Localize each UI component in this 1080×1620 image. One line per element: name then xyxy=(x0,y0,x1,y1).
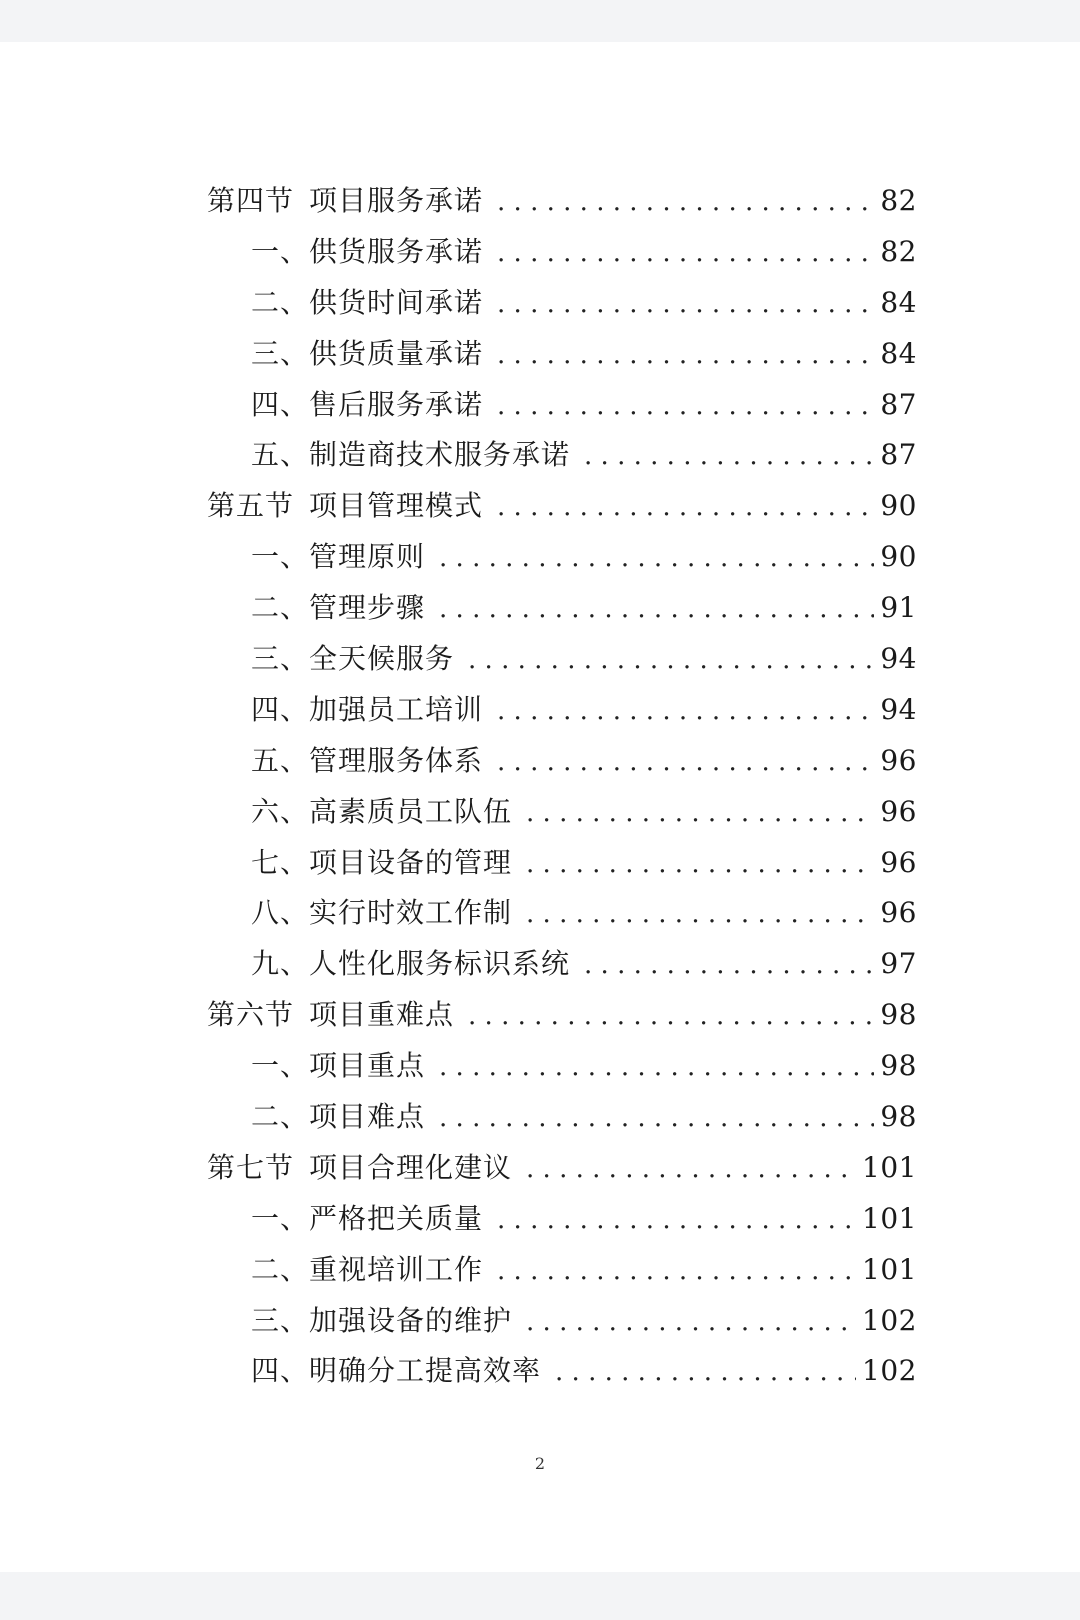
toc-entry-page-number: 96 xyxy=(880,896,917,930)
toc-dot-leader xyxy=(584,436,874,476)
toc-dot-leader xyxy=(497,742,874,782)
toc-subsection-entry xyxy=(207,690,917,741)
toc-entry-page-number: 94 xyxy=(880,642,917,676)
toc-entry-label xyxy=(251,1199,483,1239)
toc-entry-label xyxy=(251,385,483,425)
toc-entry-number: 二、 xyxy=(251,1252,310,1286)
toc-entry-number: 二、 xyxy=(251,1100,310,1134)
toc-entry-page-number: 96 xyxy=(880,743,917,777)
toc-entry-number: 三、 xyxy=(251,642,310,676)
toc-dot-leader xyxy=(497,1200,856,1240)
toc-entry-number: 五、 xyxy=(251,743,310,777)
toc-entry-page-number: 96 xyxy=(880,845,917,879)
toc-entry-number: 八、 xyxy=(251,896,310,930)
toc-entry-label xyxy=(251,232,483,272)
toc-entry-page-number: 97 xyxy=(880,947,917,981)
toc-dot-leader xyxy=(439,1098,874,1138)
toc-subsection-entry xyxy=(207,944,917,995)
toc-entry-label xyxy=(251,435,570,475)
toc-entry-title: 供货服务承诺 xyxy=(309,234,484,268)
toc-entry-page-number: 98 xyxy=(880,1100,917,1134)
toc-subsection-entry xyxy=(207,843,917,894)
toc-entry-label xyxy=(251,944,570,984)
toc-dot-leader xyxy=(497,386,874,426)
toc-entry-page-number: 94 xyxy=(880,692,917,726)
toc-dot-leader xyxy=(497,1251,856,1291)
toc-subsection-entry xyxy=(207,232,917,283)
toc-section-entry xyxy=(207,995,917,1046)
toc-entry-title: 项目难点 xyxy=(309,1100,426,1134)
toc-entry-title: 管理服务体系 xyxy=(309,743,484,777)
toc-entry-number: 二、 xyxy=(251,285,310,319)
toc-dot-leader xyxy=(584,945,874,985)
toc-dot-leader xyxy=(526,793,874,833)
toc-entry-title: 管理步骤 xyxy=(309,591,426,625)
toc-entry-label xyxy=(251,893,512,933)
toc-subsection-entry xyxy=(207,435,917,486)
toc-entry-title: 项目重难点 xyxy=(309,998,455,1032)
toc-entry-page-number: 102 xyxy=(862,1354,917,1388)
toc-entry-page-number: 98 xyxy=(880,1049,917,1083)
toc-entry-label xyxy=(251,1250,483,1290)
toc-entry-title: 供货质量承诺 xyxy=(309,336,484,370)
toc-entry-title: 高素质员工队伍 xyxy=(309,794,513,828)
toc-entry-title: 人性化服务标识系统 xyxy=(309,947,571,981)
toc-subsection-entry xyxy=(207,537,917,588)
toc-entry-number: 一、 xyxy=(251,234,310,268)
toc-entry-number: 四、 xyxy=(251,387,310,421)
toc-entry-page-number: 82 xyxy=(880,234,917,268)
toc-entry-number: 四、 xyxy=(251,1354,310,1388)
toc-entry-number: 四、 xyxy=(251,692,310,726)
toc-entry-title: 实行时效工作制 xyxy=(309,896,513,930)
toc-subsection-entry xyxy=(207,1046,917,1097)
toc-dot-leader xyxy=(439,1047,874,1087)
toc-entry-label xyxy=(251,792,512,832)
page-number: 2 xyxy=(534,1454,546,1473)
toc-entry-page-number: 87 xyxy=(880,438,917,472)
toc-subsection-entry xyxy=(207,588,917,639)
toc-entry-label xyxy=(207,486,483,526)
toc-dot-leader xyxy=(497,691,874,731)
toc-entry-title: 供货时间承诺 xyxy=(309,285,484,319)
toc-entry-number: 六、 xyxy=(251,794,310,828)
toc-dot-leader xyxy=(468,640,874,680)
toc-entry-number: 九、 xyxy=(251,947,310,981)
toc-subsection-entry xyxy=(207,334,917,385)
toc-subsection-entry xyxy=(207,283,917,334)
toc-entry-label xyxy=(251,1301,512,1341)
toc-entry-number: 一、 xyxy=(251,540,310,574)
table-of-contents xyxy=(207,181,917,1402)
toc-entry-page-number: 90 xyxy=(880,540,917,574)
top-background-strip xyxy=(0,0,1080,42)
toc-entry-label xyxy=(251,843,512,883)
bottom-background-strip xyxy=(0,1572,1080,1620)
toc-subsection-entry xyxy=(207,1250,917,1301)
toc-entry-label xyxy=(251,1097,425,1137)
toc-subsection-entry xyxy=(207,893,917,944)
toc-entry-title: 明确分工提高效率 xyxy=(309,1354,542,1388)
toc-entry-number: 第七节 xyxy=(207,1150,295,1184)
toc-entry-label xyxy=(251,588,425,628)
toc-entry-title: 加强设备的维护 xyxy=(309,1303,513,1337)
toc-entry-title: 严格把关质量 xyxy=(309,1201,484,1235)
toc-entry-title: 制造商技术服务承诺 xyxy=(309,438,571,472)
toc-entry-label xyxy=(251,1351,541,1391)
toc-entry-number: 一、 xyxy=(251,1049,310,1083)
toc-entry-label xyxy=(251,537,425,577)
toc-subsection-entry xyxy=(207,1199,917,1250)
toc-dot-leader xyxy=(526,1302,856,1342)
toc-subsection-entry xyxy=(207,385,917,436)
toc-entry-page-number: 98 xyxy=(880,998,917,1032)
toc-dot-leader xyxy=(526,1149,856,1189)
toc-entry-label xyxy=(251,741,483,781)
toc-entry-number: 第六节 xyxy=(207,998,295,1032)
toc-entry-page-number: 96 xyxy=(880,794,917,828)
toc-entry-label xyxy=(251,690,483,730)
toc-entry-page-number: 82 xyxy=(880,184,917,217)
toc-entry-title: 管理原则 xyxy=(309,540,426,574)
toc-entry-page-number: 101 xyxy=(862,1252,917,1286)
toc-dot-leader xyxy=(555,1352,856,1392)
toc-entry-title: 全天候服务 xyxy=(309,642,455,676)
toc-entry-title: 重视培训工作 xyxy=(309,1252,484,1286)
toc-entry-label xyxy=(251,334,483,374)
toc-entry-label xyxy=(207,1148,512,1188)
toc-dot-leader xyxy=(468,996,874,1036)
toc-subsection-entry xyxy=(207,1301,917,1352)
toc-dot-leader xyxy=(497,233,874,273)
toc-entry-label xyxy=(251,639,454,679)
toc-entry-page-number: 90 xyxy=(880,489,917,523)
toc-entry-label xyxy=(207,181,483,221)
toc-entry-title: 售后服务承诺 xyxy=(309,387,484,421)
toc-entry-title: 项目设备的管理 xyxy=(309,845,513,879)
toc-dot-leader xyxy=(497,284,874,324)
toc-entry-page-number: 101 xyxy=(862,1201,917,1235)
toc-dot-leader xyxy=(439,538,874,578)
toc-entry-number: 第四节 xyxy=(207,184,295,217)
toc-entry-number: 一、 xyxy=(251,1201,310,1235)
toc-entry-label xyxy=(251,1046,425,1086)
toc-entry-title: 项目合理化建议 xyxy=(309,1150,513,1184)
toc-entry-label xyxy=(251,283,483,323)
toc-entry-number: 二、 xyxy=(251,591,310,625)
toc-entry-page-number: 102 xyxy=(862,1303,917,1337)
toc-dot-leader xyxy=(497,487,874,527)
toc-subsection-entry xyxy=(207,792,917,843)
toc-section-entry xyxy=(207,181,917,232)
toc-dot-leader xyxy=(497,182,874,222)
toc-subsection-entry xyxy=(207,741,917,792)
toc-entry-number: 五、 xyxy=(251,438,310,472)
toc-entry-title: 项目管理模式 xyxy=(309,489,484,523)
toc-dot-leader xyxy=(497,335,874,375)
toc-entry-number: 三、 xyxy=(251,336,310,370)
toc-section-entry xyxy=(207,1148,917,1199)
toc-entry-page-number: 87 xyxy=(880,387,917,421)
toc-entry-number: 第五节 xyxy=(207,489,295,523)
toc-dot-leader xyxy=(526,894,874,934)
toc-subsection-entry xyxy=(207,1351,917,1402)
toc-entry-page-number: 101 xyxy=(862,1150,917,1184)
toc-subsection-entry xyxy=(207,1097,917,1148)
toc-entry-page-number: 91 xyxy=(880,591,917,625)
toc-entry-page-number: 84 xyxy=(880,336,917,370)
toc-entry-page-number: 84 xyxy=(880,285,917,319)
toc-entry-title: 项目重点 xyxy=(309,1049,426,1083)
toc-entry-title: 项目服务承诺 xyxy=(309,184,484,217)
toc-entry-number: 七、 xyxy=(251,845,310,879)
toc-entry-number: 三、 xyxy=(251,1303,310,1337)
toc-section-entry xyxy=(207,486,917,537)
toc-dot-leader xyxy=(526,844,874,884)
toc-dot-leader xyxy=(439,589,874,629)
toc-entry-title: 加强员工培训 xyxy=(309,692,484,726)
toc-entry-label xyxy=(207,995,454,1035)
toc-subsection-entry xyxy=(207,639,917,690)
